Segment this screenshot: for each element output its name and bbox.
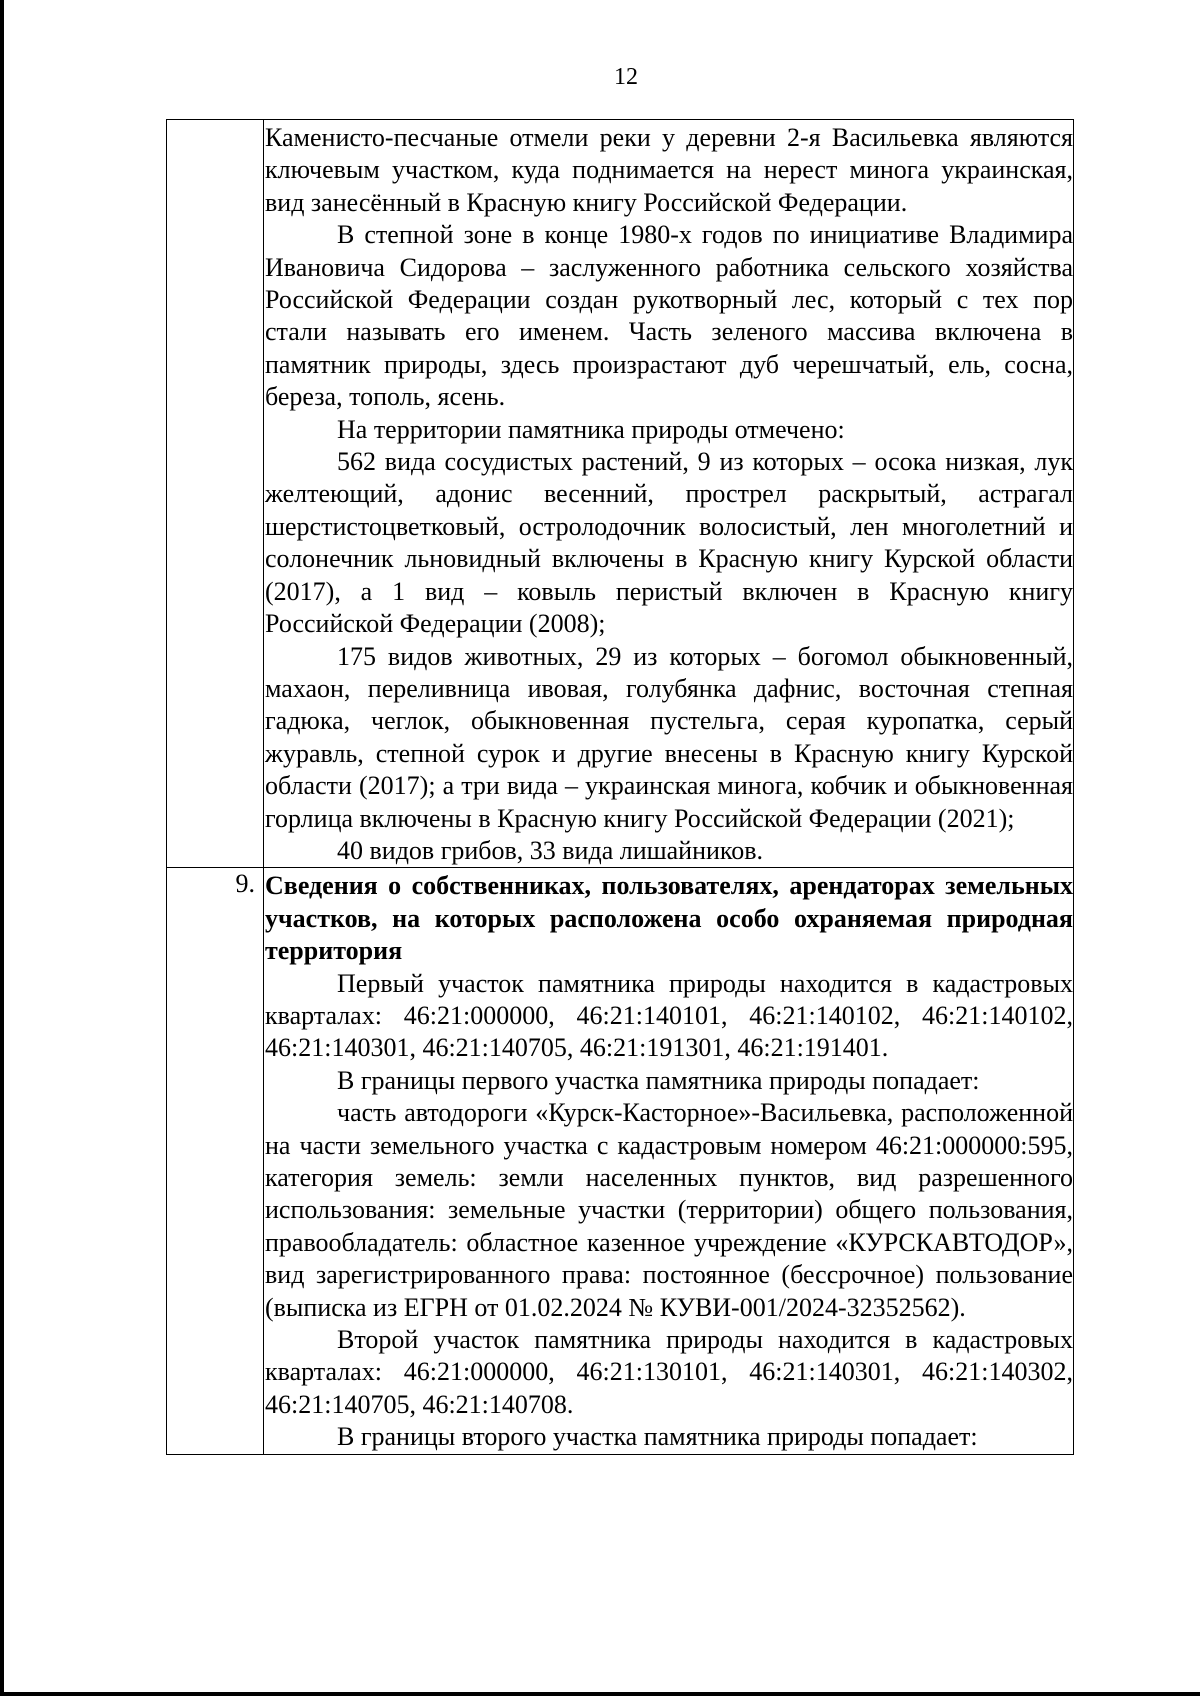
paragraph: Каменисто-песчаные отмели реки у деревни 2-я Васильевка являются ключевым участком, куда поднимается на нерест минога украинская, вид занесённый в Красную книгу Российской Федерации. bbox=[265, 123, 1073, 217]
row-text-cell bbox=[264, 868, 1074, 1454]
row-number-cell bbox=[167, 120, 264, 868]
row-number-cell: 9. bbox=[167, 868, 264, 1454]
scan-left-edge bbox=[0, 0, 4, 1696]
paragraph: На территории памятника природы отмечено: bbox=[337, 414, 845, 444]
table-row bbox=[167, 868, 1074, 1454]
content-table bbox=[166, 119, 1074, 1455]
table-row bbox=[167, 120, 1074, 868]
row-text-cell bbox=[264, 120, 1074, 868]
scan-bottom-edge bbox=[0, 1692, 1200, 1696]
paragraph: часть автодороги «Курск-Касторное»-Васильевка, расположенной на части земельного участка с кадастровым номером 46:21:000000:595, категория земель: земли населенных пунктов, вид разрешенного использования: земельные участки (территории) общего пользования, правообладатель: областное казенное учреждение «КУРСКАВТОДОР», вид зарегистрированного права: постоянное (бессрочное) пользование (выписка из ЕГРН от 01.02.2024 № КУВИ-001/2024-32352562). bbox=[265, 1098, 1073, 1322]
section-heading: Сведения о собственниках, пользователях, арендаторах земельных участков, на которых расположена особо охраняемая природная территория bbox=[265, 871, 1073, 966]
page-number: 12 bbox=[614, 64, 638, 90]
paragraph: В границы первого участка памятника природы попадает: bbox=[337, 1065, 980, 1095]
paragraph: В степной зоне в конце 1980-х годов по инициативе Владимира Ивановича Сидорова – заслуженного работника сельского хозяйства Российской Федерации создан рукотворный лес, который с тех пор стали называть его именем. Часть зеленого массива включена в памятник природы, здесь произрастают дуб черешчатый, ель, сосна, береза, тополь, ясень. bbox=[265, 220, 1073, 412]
paragraph: 562 вида сосудистых растений, 9 из которых – осока низкая, лук желтеющий, адонис весенний, прострел раскрытый, астрагал шерстистоцветковый, остролодочник волосистый, лен многолетний и солонечник льновидный включены в Красную книгу Курской области (2017), а 1 вид – ковыль перистый включен в Красную книгу Российской Федерации (2008); bbox=[265, 447, 1073, 639]
paragraph: 175 видов животных, 29 из которых – богомол обыкновенный, махаон, переливница ивовая, голубянка дафнис, восточная степная гадюка, чеглок, обыкновенная пустельга, серая куропатка, серый журавль, степной сурок и другие внесены в Красную книгу Курской области (2017); а три вида – украинская минога, кобчик и обыкновенная горлица включены в Красную книгу Российской Федерации (2021); bbox=[265, 641, 1073, 833]
paragraph: В границы второго участка памятника природы попадает: bbox=[337, 1422, 978, 1452]
paragraph: Первый участок памятника природы находится в кадастровых кварталах: 46:21:000000, 46:21:140101, 46:21:140102, 46:21:140102, 46:21:140301, 46:21:140705, 46:21:191301, 46:21:191401. bbox=[265, 968, 1073, 1063]
paragraph: 40 видов грибов, 33 вида лишайников. bbox=[337, 835, 764, 865]
paragraph: Второй участок памятника природы находится в кадастровых кварталах: 46:21:000000, 46:21:130101, 46:21:140301, 46:21:140302, 46:21:140705, 46:21:140708. bbox=[265, 1325, 1073, 1419]
